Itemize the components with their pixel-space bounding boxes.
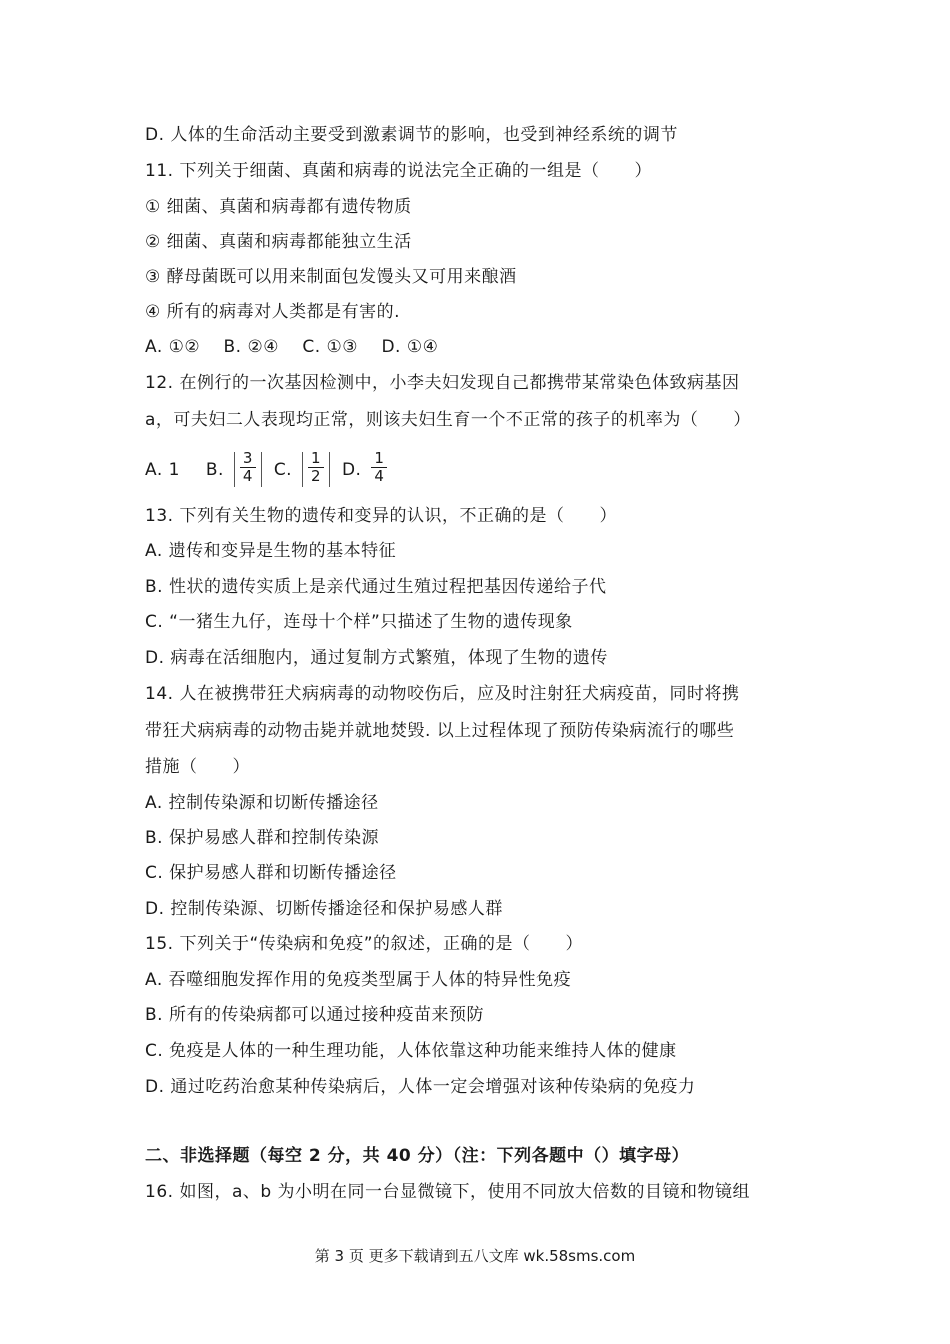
fraction-denominator: 4 bbox=[374, 467, 385, 485]
q11-options: A. ①② B. ②④ C. ①③ D. ①④ bbox=[145, 337, 439, 357]
q12-option-c-label: C. bbox=[273, 459, 293, 480]
q14-option-b: B. 保护易感人群和控制传染源 bbox=[145, 828, 379, 848]
q13-option-c: C. “一猪生九仔，连母十个样”只描述了生物的遗传现象 bbox=[145, 612, 573, 632]
fraction-denominator: 4 bbox=[242, 467, 253, 485]
q12-option-a: A. 1 bbox=[145, 459, 180, 480]
q14-stem-line-3: 措施（ ） bbox=[145, 757, 250, 777]
q16-stem: 16. 如图，a、b 为小明在同一台显微镜下，使用不同放大倍数的目镜和物镜组 bbox=[145, 1182, 751, 1202]
q15-stem: 15. 下列关于“传染病和免疫”的叙述，正确的是（ ） bbox=[145, 934, 584, 954]
q13-option-a: A. 遗传和变异是生物的基本特征 bbox=[145, 541, 397, 561]
q11-statement-2: ② 细菌、真菌和病毒都能独立生活 bbox=[145, 232, 412, 252]
section-heading: 二、非选择题（每空 2 分，共 40 分）（注：下列各题中（）填字母） bbox=[145, 1146, 690, 1166]
q15-option-a: A. 吞噬细胞发挥作用的免疫类型属于人体的特异性免疫 bbox=[145, 970, 572, 990]
page-footer: 第 3 页 更多下载请到五八文库 wk.58sms.com bbox=[314, 1247, 636, 1265]
q14-stem-line-2: 带狂犬病病毒的动物击毙并就地焚毁. 以上过程体现了预防传染病流行的哪些 bbox=[145, 721, 735, 741]
q11-stem: 11. 下列关于细菌、真菌和病毒的说法完全正确的一组是（ ） bbox=[145, 161, 652, 181]
q13-option-d: D. 病毒在活细胞内，通过复制方式繁殖，体现了生物的遗传 bbox=[145, 648, 608, 668]
fraction-numerator: 1 bbox=[371, 450, 387, 468]
q11-statement-4: ④ 所有的病毒对人类都是有害的. bbox=[145, 302, 401, 322]
q14-option-a: A. 控制传染源和切断传播途径 bbox=[145, 793, 379, 813]
q14-option-c: C. 保护易感人群和切断传播途径 bbox=[145, 863, 397, 883]
q15-option-c: C. 免疫是人体的一种生理功能，人体依靠这种功能来维持人体的健康 bbox=[145, 1041, 677, 1061]
q11-statement-1: ① 细菌、真菌和病毒都有遗传物质 bbox=[145, 197, 412, 217]
fraction-numerator: 3 bbox=[240, 450, 256, 468]
q15-option-d: D. 通过吃药治愈某种传染病后，人体一定会增强对该种传染病的免疫力 bbox=[145, 1077, 696, 1097]
q11-statement-3: ③ 酵母菌既可以用来制面包发馒头又可用来酿酒 bbox=[145, 267, 517, 287]
q14-stem-line-1: 14. 人在被携带狂犬病病毒的动物咬伤后，应及时注射狂犬病疫苗，同时将携 bbox=[145, 684, 740, 704]
q13-option-b: B. 性状的遗传实质上是亲代通过生殖过程把基因传递给子代 bbox=[145, 577, 607, 597]
q13-stem: 13. 下列有关生物的遗传和变异的认识，不正确的是（ ） bbox=[145, 506, 617, 526]
q15-option-b: B. 所有的传染病都可以通过接种疫苗来预防 bbox=[145, 1005, 484, 1025]
q12-option-b-fraction bbox=[234, 449, 262, 487]
q12-options bbox=[145, 449, 391, 487]
q10-option-d: D. 人体的生命活动主要受到激素调节的影响，也受到神经系统的调节 bbox=[145, 125, 678, 145]
q12-option-d-fraction bbox=[371, 450, 387, 485]
fraction-numerator: 1 bbox=[308, 450, 324, 468]
q12-option-d-label: D. bbox=[341, 459, 362, 480]
q12-stem-line-2: a，可夫妇二人表现均正常，则该夫妇生育一个不正常的孩子的机率为（ ） bbox=[145, 410, 751, 430]
q12-stem-line-1: 12. 在例行的一次基因检测中，小李夫妇发现自己都携带某常染色体致病基因 bbox=[145, 373, 740, 393]
q12-option-c-fraction bbox=[302, 449, 330, 487]
q14-option-d: D. 控制传染源、切断传播途径和保护易感人群 bbox=[145, 899, 503, 919]
fraction-denominator: 2 bbox=[311, 467, 322, 485]
q12-option-b-label: B. bbox=[205, 459, 224, 480]
